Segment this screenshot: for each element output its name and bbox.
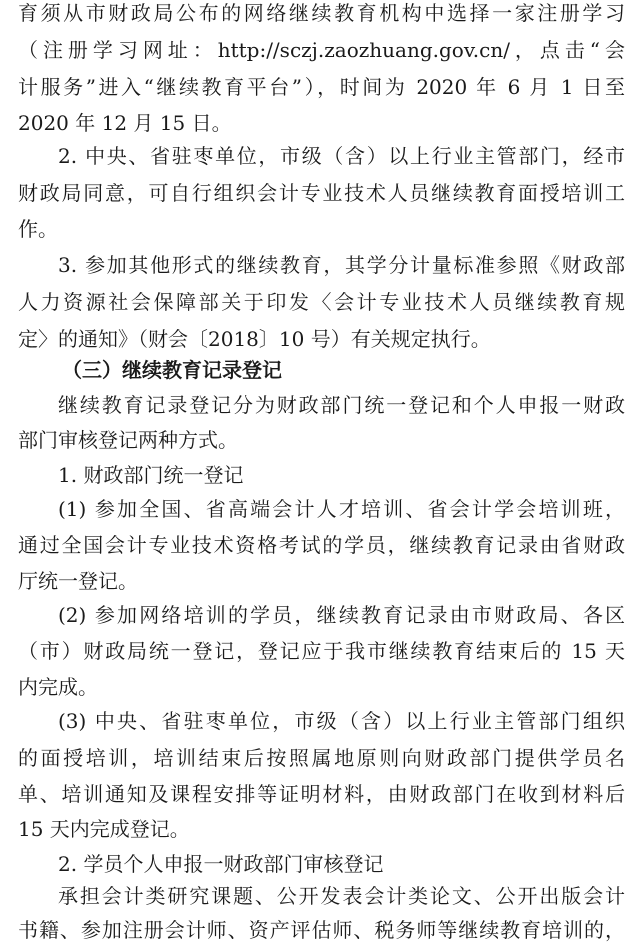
text-line: 内完成。 bbox=[18, 675, 98, 699]
text-line: 2. 学员个人申报一财政部门审核登记 bbox=[58, 852, 384, 876]
text-line: 人力资源社会保障部关于印发〈会计专业技术人员继续教育规 bbox=[18, 290, 625, 314]
text-line: 作。 bbox=[18, 217, 58, 241]
text-line: 承担会计类研究课题、公开发表会计类论文、公开出版会计 bbox=[58, 884, 625, 908]
text-line: （市）财政局统一登记，登记应于我市继续教育结束后的 15 天 bbox=[18, 639, 625, 663]
text-line: 2. 中央、省驻枣单位，市级（含）以上行业主管部门，经市 bbox=[58, 144, 625, 168]
text-line: 15 天内完成登记。 bbox=[18, 817, 190, 841]
text-line: 厅统一登记。 bbox=[18, 569, 138, 593]
text-line: (1) 参加全国、省高端会计人才培训、省会计学会培训班， bbox=[58, 497, 625, 521]
text-line: 1. 财政部门统一登记 bbox=[58, 463, 244, 487]
text-line: 部门审核登记两种方式。 bbox=[18, 428, 238, 452]
text-line: 育须从市财政局公布的网络继续教育机构中选择一家注册学习 bbox=[18, 1, 625, 25]
text-line: 财政局同意，可自行组织会计专业技术人员继续教育面授培训工 bbox=[18, 181, 625, 205]
text-line: 通过全国会计专业技术资格考试的学员，继续教育记录由省财政 bbox=[18, 533, 625, 557]
text-line: 定〉的通知》（财会〔2018〕10 号）有关规定执行。 bbox=[18, 327, 491, 351]
section-heading: （三）继续教育记录登记 bbox=[62, 358, 282, 382]
text-line: 书籍、参加注册会计师、资产评估师、税务师等继续教育培训的， bbox=[18, 918, 625, 942]
text-line: 3. 参加其他形式的继续教育，其学分计量标准参照《财政部 bbox=[58, 253, 625, 277]
text-line: (3) 中央、省驻枣单位，市级（含）以上行业主管部门组织 bbox=[58, 709, 625, 733]
text-line: 计服务”进入“继续教育平台”），时间为 2020 年 6 月 1 日至 bbox=[18, 75, 625, 99]
text-line: 单、培训通知及课程安排等证明材料，由财政部门在收到材料后 bbox=[18, 782, 625, 806]
text-line: 的面授培训，培训结束后按照属地原则向财政部门提供学员名 bbox=[18, 746, 625, 770]
text-line: （注册学习网址：http://sczj.zaozhuang.gov.cn/，点击“会 bbox=[18, 38, 625, 62]
text-line: 继续教育记录登记分为财政部门统一登记和个人申报一财政 bbox=[58, 393, 625, 417]
text-line: 2020 年 12 月 15 日。 bbox=[18, 111, 232, 135]
text-line: (2) 参加网络培训的学员，继续教育记录由市财政局、各区 bbox=[58, 603, 625, 627]
